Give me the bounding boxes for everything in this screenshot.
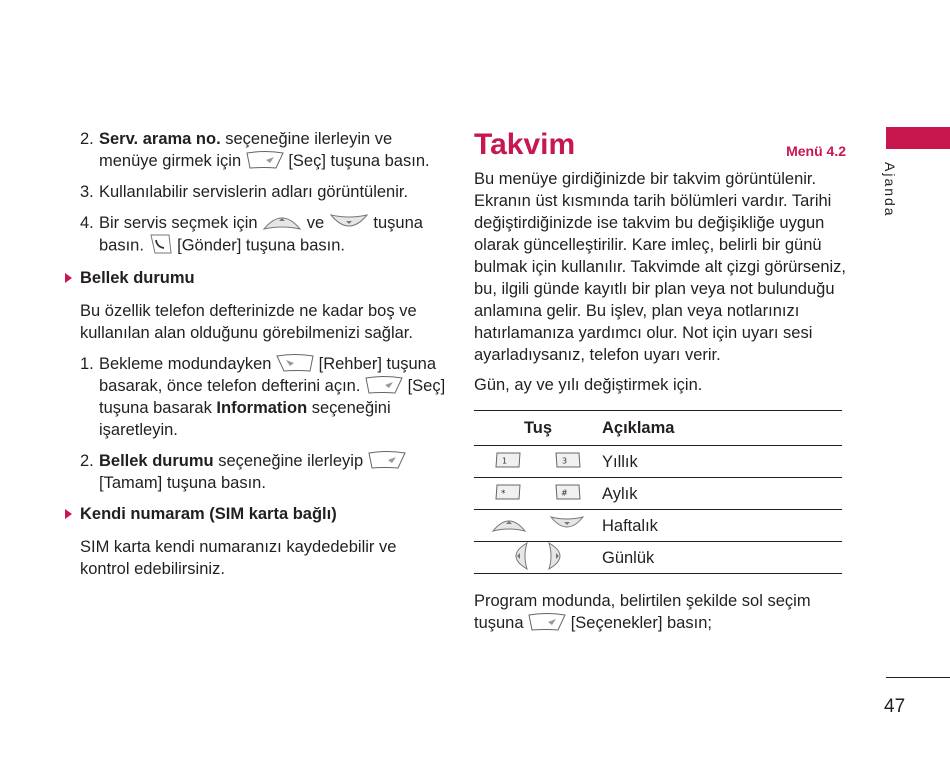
key-cell: [474, 478, 602, 510]
description-cell: Haftalık: [602, 510, 842, 542]
option-name: Information: [216, 399, 308, 417]
option-name: Bellek durumu: [99, 452, 214, 470]
intro-paragraph: Bu menüye girdiğinizde bir takvim görüntülenir. Ekranın üst kısmında tarih bölümleri vardır. Tarihi değiştirdiğinizde ise takvim bu değişikliğe uygun olarak güncelleştirilir. Kare imleç, belirli bir günü bulmak için kullanılır. Takvimde alt çizgi görürseniz, bu, ilgili günde kayıtlı bir plan veya not bulunduğu anlamına gelir. Bu işlev, plan veya notlarınızı hatırlamanıza yardımcı olur. Not için uyarı sesi ayarladıysanız, telefon uyarı verir.: [474, 170, 847, 364]
step-text: Bekleme modundayken: [99, 355, 277, 373]
step-text: [Tamam] tuşuna basın.: [99, 474, 266, 492]
nav-left-icon: [511, 541, 529, 571]
step-serv-arama: [80, 128, 450, 172]
key-cell: [474, 510, 602, 542]
section-heading-text: Kendi numaram (SIM karta bağlı): [80, 505, 337, 523]
step-text: tuşuna basın.: [99, 214, 423, 255]
step-services-list: [80, 181, 450, 203]
menu-reference: Menü 4.2: [786, 143, 846, 159]
left-soft-key-icon: [368, 451, 406, 469]
page-title: Takvim: [474, 128, 576, 161]
section-heading-text: Bellek durumu: [80, 269, 195, 287]
key-1-icon: [494, 451, 522, 469]
bullet-triangle-icon: [65, 273, 72, 283]
step-text: seçeneğine ilerleyip: [213, 452, 368, 470]
description-cell: Günlük: [602, 542, 842, 574]
table-row: [474, 446, 842, 478]
bullet-triangle-icon: [65, 509, 72, 519]
table-row: [474, 542, 842, 574]
step-number: 3.: [80, 183, 94, 201]
step-text: ve: [302, 214, 329, 232]
left-soft-key-icon: [528, 613, 566, 631]
right-soft-key-icon: [276, 354, 314, 372]
table-header-row: [474, 411, 842, 446]
page-number: 47: [884, 696, 906, 717]
step-text: Kullanılabilir servislerin adları görüntülenir.: [99, 183, 409, 201]
step-select-service: [80, 212, 450, 258]
program-mode-text-part: [Seçenekler] basın;: [566, 614, 712, 632]
key-3-icon: [554, 451, 582, 469]
step-number: 2.: [80, 130, 94, 148]
step-number: 4.: [80, 214, 94, 232]
send-key-icon: [149, 232, 173, 256]
table-row: [474, 478, 842, 510]
header-key: Tuş: [474, 411, 602, 446]
key-hash-icon: [554, 483, 582, 501]
page-number-rule: [886, 677, 950, 678]
section-heading-bellek: [80, 267, 450, 289]
svg-text:1: 1: [501, 456, 508, 466]
change-date-text: Gün, ay ve yılı değiştirmek için.: [474, 376, 703, 394]
svg-text:3: 3: [562, 456, 568, 466]
step-text: seçeneğini işaretleyin.: [99, 399, 391, 439]
section-body: SIM karta kendi numaranızı kaydedebilir ve kontrol edebilirsiniz.: [80, 538, 397, 578]
title-row: [474, 128, 846, 164]
description-cell: Yıllık: [602, 446, 842, 478]
step-text: [Seç] tuşuna basarak: [99, 377, 446, 417]
step-text: [Seç] tuşuna basın.: [283, 152, 430, 170]
key-star-icon: [494, 483, 522, 501]
nav-up-icon: [491, 515, 527, 533]
option-name: Serv. arama no.: [99, 130, 221, 148]
section-body: Bu özellik telefon defterinizde ne kadar boş ve kullanılan alan olduğunu görebilmenizi sağlar.: [80, 302, 417, 342]
svg-text:*: *: [500, 489, 506, 500]
nav-right-icon: [547, 541, 565, 571]
section-tab-accent: [886, 127, 950, 149]
step-memory-status: [80, 450, 450, 494]
step-number: 1.: [80, 355, 94, 373]
step-text: [Rehber] tuşuna basarak, önce telefon defterini açın.: [99, 355, 437, 395]
program-mode-text-part: Program modunda, belirtilen şekilde sol seçim tuşuna: [474, 592, 811, 632]
section-tab-label: Ajanda: [882, 162, 898, 218]
header-description: Açıklama: [602, 411, 842, 446]
step-text: seçeneğine ilerleyin ve menüye girmek için: [99, 130, 393, 170]
step-text: [Gönder] tuşuna basın.: [172, 236, 345, 255]
svg-text:#: #: [561, 488, 568, 498]
step-open-phonebook: [80, 353, 450, 441]
left-column: [80, 128, 450, 589]
left-soft-key-icon: [365, 376, 403, 394]
right-column: [474, 128, 846, 634]
program-mode-text: [474, 590, 846, 634]
left-soft-key-icon: [246, 151, 284, 169]
description-cell: Aylık: [602, 478, 842, 510]
step-text: Bir servis seçmek için: [99, 214, 263, 232]
step-number: 2.: [80, 452, 94, 470]
key-cell: [474, 446, 602, 478]
key-cell: [474, 542, 602, 574]
nav-up-icon: [262, 213, 302, 231]
nav-down-icon: [329, 213, 369, 231]
table-row: [474, 510, 842, 542]
section-heading-kendi-numaram: [80, 503, 450, 525]
key-table: [474, 410, 842, 574]
nav-down-icon: [549, 515, 585, 533]
